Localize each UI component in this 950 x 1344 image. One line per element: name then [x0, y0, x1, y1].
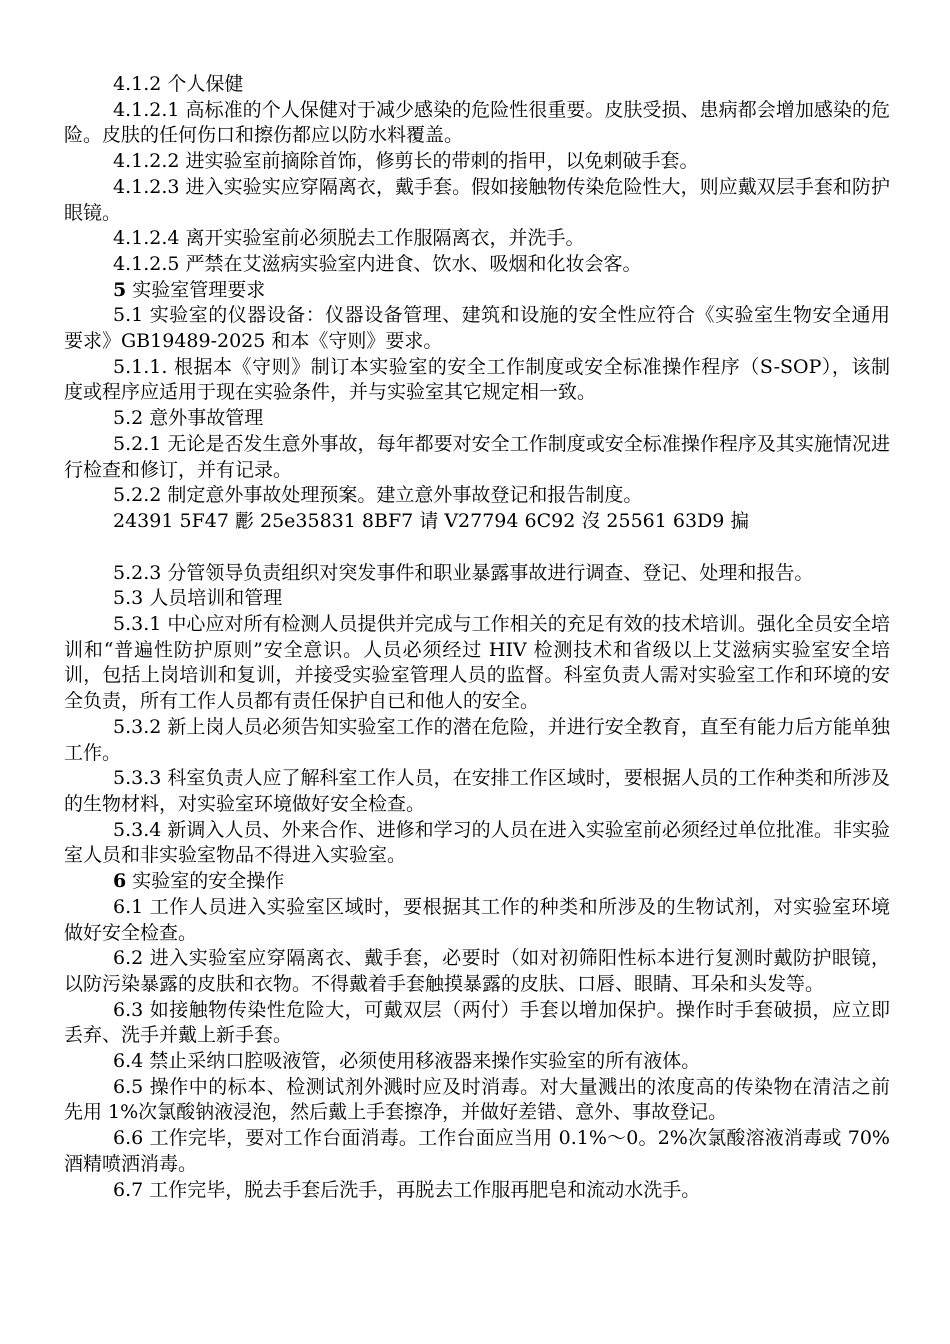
paragraph: 6.6 工作完毕，要对工作台面消毒。工作台面应当用 0.1%～0。2%次氯酸溶液消毒或 70%酒精喷洒消毒。 [64, 1127, 890, 1175]
section-heading [64, 278, 890, 304]
paragraph: 5.3.3 科室负责人应了解科室工作人员，在安排工作区域时，要根据人员的工作种类和所涉及的生物材料，对实验室环境做好安全检查。 [64, 767, 890, 815]
paragraph: 6.1 工作人员进入实验室区域时，要根据其工作的种类和所涉及的生物试剂，对实验室环境做好安全检查。 [64, 895, 890, 944]
section-heading [64, 869, 890, 895]
paragraph: 6.4 禁止采纳口腔吸液管，必须使用移液器来操作实验室的所有液体。 [113, 1050, 701, 1073]
paragraph: 4.1.2.2 进实验室前摘除首饰，修剪长的带刺的指甲，以免刺破手套。 [113, 150, 699, 173]
paragraph: 5.3.1 中心应对所有检测人员提供并完成与工作相关的充足有效的技术培训。强化全员安全培训和“普遍性防护原则”安全意识。人员必须经过 HIV 检测技术和省级以上艾滋病实验室安全培训，包括上岗培训和复训，并接受实验室管理人员的监督。科室负责人需对实验室工作和环境的安全负责，所有工作人员都有责任保护自已和他人的安全。 [64, 613, 890, 713]
paragraph: 4.1.2.5 严禁在艾滋病实验室内进食、饮水、吸烟和化妆会客。 [113, 252, 642, 275]
paragraph: 5.2.2 制定意外事故处理预案。建立意外事故登记和报告制度。 [113, 484, 643, 507]
section-number: 6 [113, 870, 127, 893]
paragraph: 5.2 意外事故管理 [113, 407, 264, 430]
paragraph: 4.1.2.1 高标准的个人保健对于减少感染的危险性很重要。皮肤受损、患病都会增加感染的危险。皮肤的任何伤口和擦伤都应以防水料覆盖。 [64, 98, 890, 147]
section-number: 5 [113, 278, 127, 301]
paragraph: 5.1.1. 根据本《守则》制订本实验室的安全工作制度或安全标准操作程序（S-SOP），该制度或程序应适用于现在实验条件，并与实验室其它规定相一致。 [64, 355, 890, 404]
paragraph: 5.3.4 新调入人员、外来合作、进修和学习的人员在进入实验室前必须经过单位批准。非实验室人员和非实验室物品不得进入实验室。 [64, 818, 890, 867]
section-title: 实验室管理要求 [126, 278, 266, 301]
paragraph: 6.2 进入实验室应穿隔离衣、戴手套，必要时（如对初筛阳性标本进行复测时戴防护眼镜，以防污染暴露的皮肤和衣物。不得戴着手套触摸暴露的皮肤、口唇、眼睛、耳朵和头发等。 [64, 947, 890, 995]
paragraph: 5.2.1 无论是否发生意外事故，每年都要对安全工作制度或安全标准操作程序及其实施情况进行检查和修订，并有记录。 [64, 432, 890, 481]
paragraph: 5.3.2 新上岗人员必须告知实验室工作的潜在危险，并进行安全教育，直至有能力后方能单独工作。 [64, 715, 890, 764]
paragraph: 5.2.3 分管领导负责组织对突发事件和职业暴露事故进行调查、登记、处理和报告。 [113, 561, 814, 584]
paragraph: 5.3 人员培训和管理 [113, 587, 283, 610]
paragraph: 4.1.2.3 进入实验实应穿隔离衣，戴手套。假如接触物传染危险性大，则应戴双层手套和防护眼镜。 [64, 175, 890, 224]
subsection-heading: 4.1.2 个人保健 [113, 73, 244, 95]
paragraph: 6.5 操作中的标本、检测试剂外溅时应及时消毒。对大量溅出的浓度高的传染物在清洁之前先用 1%次氯酸钠液浸泡，然后戴上手套擦净，并做好差错、意外、事故登记。 [64, 1075, 890, 1124]
paragraph: 24391 5F47 彲 25e35831 8BF7 请 V27794 6C92 沒 25561 63D9 揙 [113, 509, 750, 532]
paragraph: 6.3 如接触物传染性危险大，可戴双层（两付）手套以增加保护。操作时手套破损，应立即丢弃、洗手并戴上新手套。 [64, 998, 890, 1047]
paragraph: 6.7 工作完毕，脱去手套后洗手，再脱去工作服再肥皂和流动水洗手。 [113, 1178, 701, 1201]
paragraph: 4.1.2.4 离开实验室前必须脱去工作服隔离衣，并洗手。 [113, 227, 585, 250]
document-body [64, 72, 890, 1203]
paragraph-gap [64, 535, 890, 561]
paragraph: 5.1 实验室的仪器设备：仪器设备管理、建筑和设施的安全性应符合《实验室生物安全通用要求》GB19489-2025 和本《守则》要求。 [64, 304, 890, 353]
section-title: 实验室的安全操作 [126, 870, 285, 893]
